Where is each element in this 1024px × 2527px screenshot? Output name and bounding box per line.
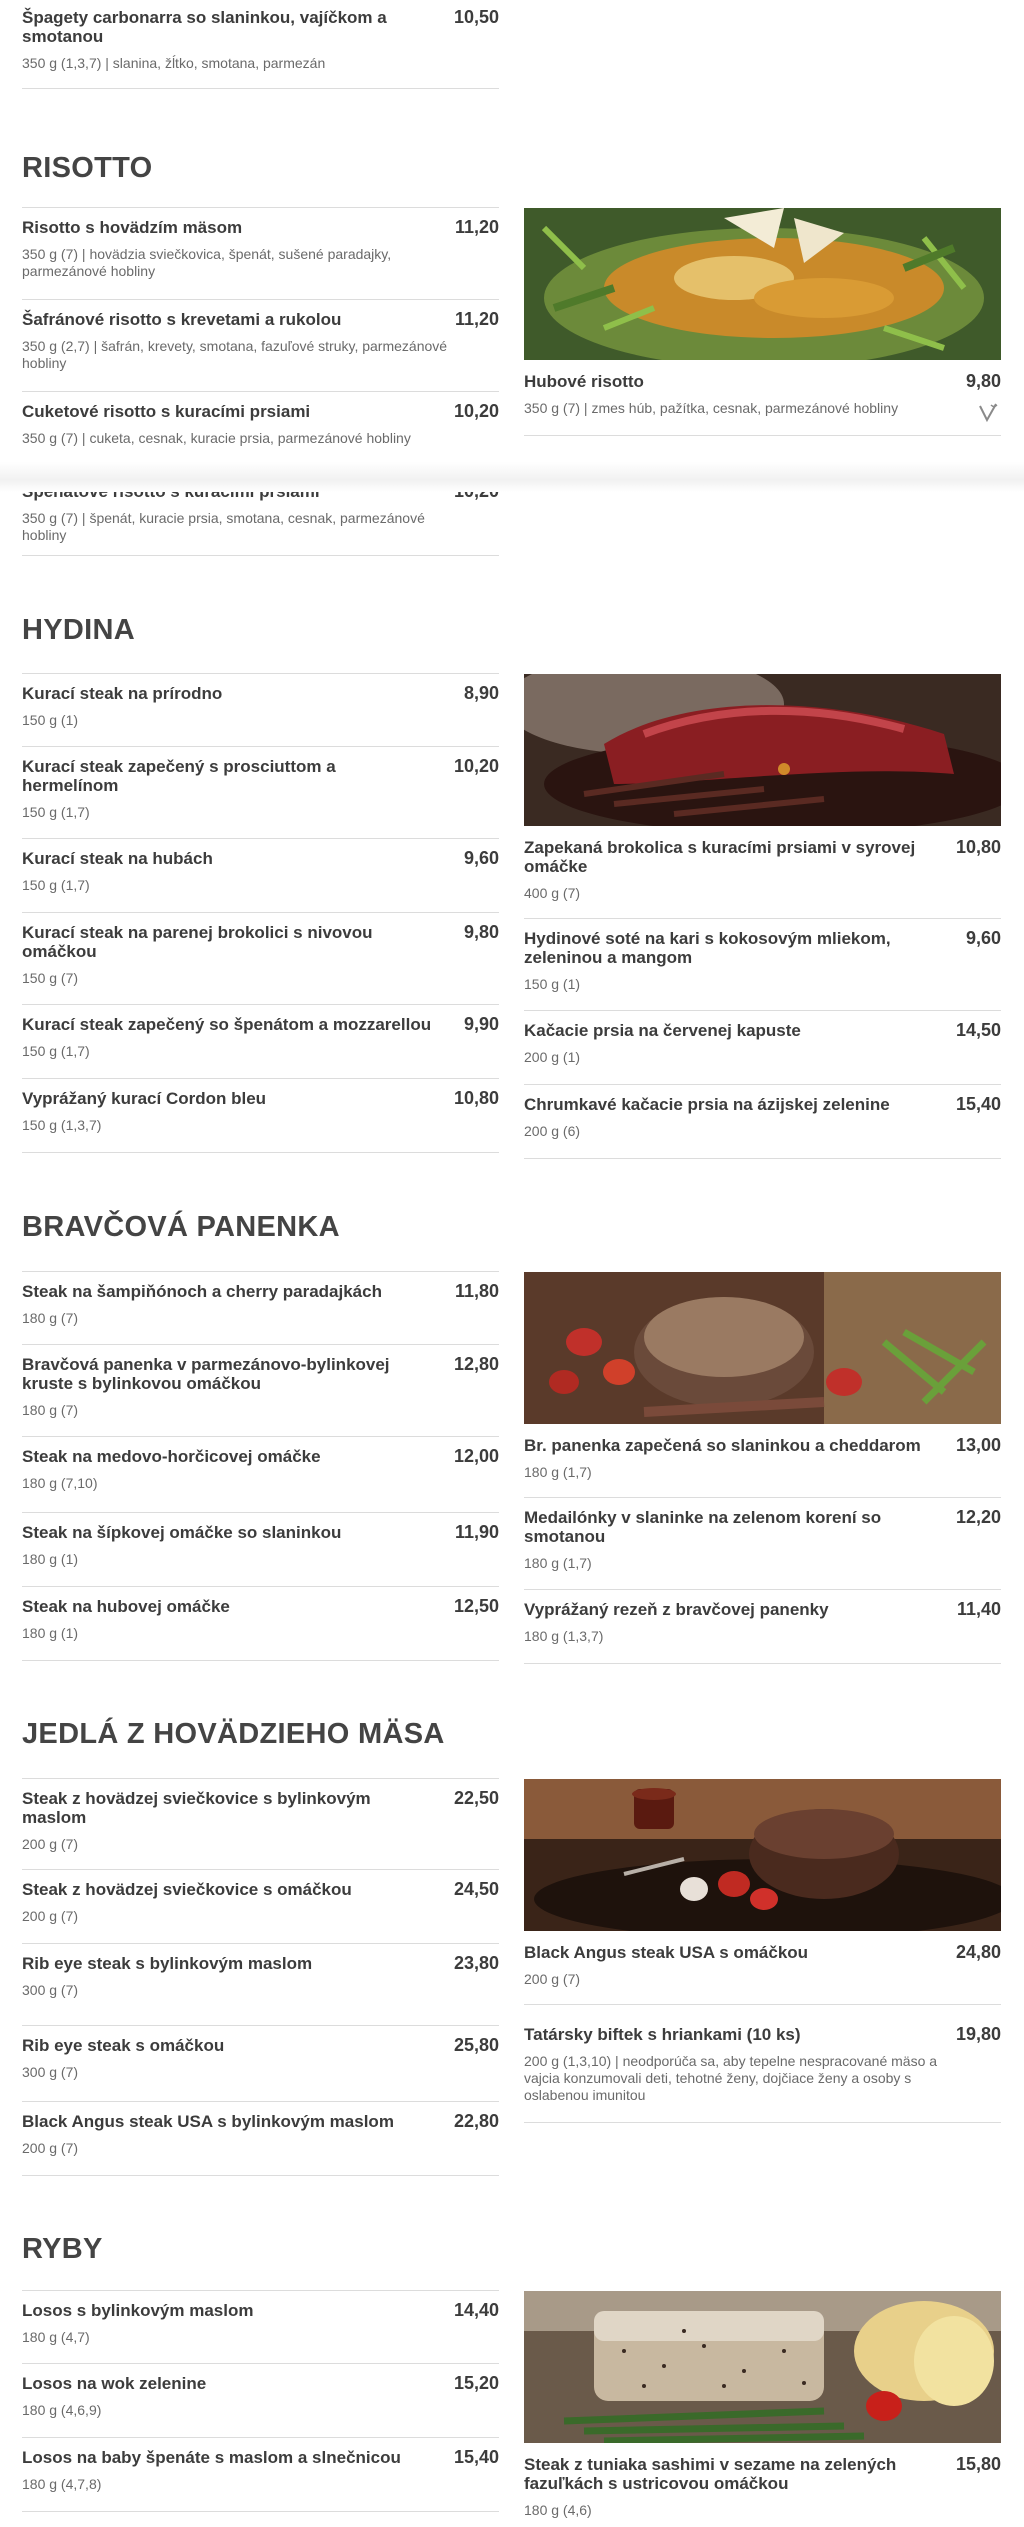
item-description: 150 g (7) (22, 970, 79, 986)
menu-item (22, 1587, 499, 1661)
item-description: 150 g (1) (22, 712, 79, 728)
item-price: 15,40 (955, 1094, 1001, 1114)
item-price: 22,80 (453, 2111, 499, 2131)
item-price: 12,20 (955, 1507, 1001, 1527)
menu-item (524, 919, 1001, 1011)
menu-item (22, 2290, 499, 2364)
item-name: Losos na wok zelenine (22, 2374, 207, 2393)
item-price: 12,00 (453, 1446, 499, 1466)
menu-item (524, 1011, 1001, 1085)
item-description: 180 g (4,6,9) (22, 2402, 102, 2418)
item-name: Black Angus steak USA s bylinkovým maslom (22, 2112, 394, 2131)
item-description: 350 g (2,7) | šafrán, krevety, smotana, fazuľové struky, parmezánové hobliny (22, 338, 448, 371)
item-description: 180 g (7) (22, 1402, 79, 1418)
item-price: 19,80 (955, 2024, 1001, 2044)
menu-item (524, 2443, 1001, 2527)
item-description: 350 g (7) | hovädzia sviečkovica, špenát, sušené paradajky, parmezánové hobliny (22, 246, 392, 279)
item-name: Black Angus steak USA s omáčkou (524, 1943, 809, 1962)
item-price: 13,00 (955, 1435, 1001, 1455)
item-description: 350 g (7) | zmes húb, pažítka, cesnak, parmezánové hobliny (524, 400, 899, 416)
section-title: RISOTTO (22, 152, 153, 184)
item-description: 180 g (4,7) (22, 2329, 90, 2345)
item-price: 24,80 (955, 1942, 1001, 1962)
menu-item (22, 2026, 499, 2102)
menu-item (524, 1590, 1001, 1664)
item-price: 24,50 (453, 1879, 499, 1899)
ryby-right-column (524, 2291, 1001, 2527)
item-description: 350 g (1,3,7) | slanina, žĺtko, smotana, parmezán (22, 55, 326, 71)
item-description: 180 g (1,7) (524, 1555, 592, 1571)
item-description: 400 g (7) (524, 885, 581, 901)
item-name: Risotto s hovädzím mäsom (22, 218, 243, 237)
item-description: 350 g (7) | cuketa, cesnak, kuracie prsia, parmezánové hobliny (22, 430, 411, 446)
item-name: Tatársky biftek s hriankami (10 ks) (524, 2025, 801, 2044)
bravcova-right-column (524, 1272, 1001, 1664)
risotto-photo-image (524, 208, 1001, 360)
item-name: Steak na medovo-horčicovej omáčke (22, 1447, 321, 1466)
hovadzie-right-column (524, 1779, 1001, 2123)
item-name: Kurací steak na hubách (22, 849, 213, 868)
item-description: 200 g (7) (524, 1971, 581, 1987)
item-name: Vyprážaný rezeň z bravčovej panenky (524, 1600, 829, 1619)
hydina-right-column (524, 674, 1001, 1159)
item-name: Steak z hovädzej sviečkovice s omáčkou (22, 1880, 352, 1899)
item-description: 300 g (7) (22, 2064, 79, 2080)
menu-item (524, 360, 1001, 436)
item-name: Cuketové risotto s kuracími prsiami (22, 402, 311, 421)
duck-dish-photo (524, 674, 1001, 826)
item-price: 9,80 (463, 922, 499, 942)
item-name: Steak na hubovej omáčke (22, 1597, 230, 1616)
menu-item (22, 747, 499, 839)
item-description: 180 g (4,7,8) (22, 2476, 102, 2492)
menu-item (22, 913, 499, 1005)
menu-item (22, 2438, 499, 2512)
item-name: Medailónky v slaninke na zelenom korení so smotanou (524, 1508, 882, 1546)
section-title: JEDLÁ Z HOVÄDZIEHO MÄSA (22, 1718, 445, 1750)
item-description: 150 g (1,7) (22, 1043, 90, 1059)
item-price: 14,50 (955, 1020, 1001, 1040)
item-name: Rib eye steak s bylinkovým maslom (22, 1954, 313, 1973)
menu-item (22, 1345, 499, 1437)
menu-item (22, 2102, 499, 2176)
item-price: 9,80 (965, 371, 1001, 391)
item-name: Hubové risotto (524, 372, 644, 391)
scroll-shadow-band (0, 462, 1024, 492)
item-price: 15,20 (453, 2373, 499, 2393)
item-name: Špagety carbonarra so slaninkou, vajíčkom a smotanou (22, 8, 387, 46)
pasta-left-column (22, 0, 499, 89)
item-description: 150 g (1,7) (22, 877, 90, 893)
item-name: Losos s bylinkovým maslom (22, 2301, 254, 2320)
item-price: 10,50 (453, 7, 499, 27)
item-price: 11,80 (454, 1281, 499, 1301)
pork-photo-image (524, 1272, 1001, 1424)
menu-item (524, 2005, 1001, 2123)
item-description: 180 g (1,3,7) (524, 1628, 604, 1644)
item-name: Kurací steak na parenej brokolici s nivovou omáčkou (22, 923, 373, 961)
item-name: Hydinové soté na kari s kokosovým mliekom, zeleninou a mangom (524, 929, 891, 967)
item-price: 10,80 (453, 1088, 499, 1108)
item-name: Kurací steak na prírodno (22, 684, 223, 703)
item-price: 11,90 (454, 1522, 499, 1542)
menu-item (22, 1005, 499, 1079)
menu-item (22, 1778, 499, 1870)
menu-item (22, 839, 499, 913)
item-description: 180 g (1,7) (524, 1464, 592, 1480)
pork-dish-photo (524, 1272, 1001, 1424)
menu-item (22, 207, 499, 300)
vegetarian-v-icon (977, 401, 999, 423)
menu-item (22, 1437, 499, 1513)
item-description: 180 g (7) (22, 1310, 79, 1326)
item-name: Šafránové risotto s krevetami a rukolou (22, 310, 342, 329)
menu-item (22, 300, 499, 392)
item-description: 150 g (1,7) (22, 804, 90, 820)
menu-item (22, 2364, 499, 2438)
item-name: Rib eye steak s omáčkou (22, 2036, 225, 2055)
item-name: Chrumkavé kačacie prsia na ázijskej zelenine (524, 1095, 890, 1114)
item-description: 150 g (1,3,7) (22, 1117, 102, 1133)
item-description: 300 g (7) (22, 1982, 79, 1998)
item-price: 10,80 (955, 837, 1001, 857)
menu-item (22, 1271, 499, 1345)
item-name: Zapekaná brokolica s kuracími prsiami v syrovej omáčke (524, 838, 916, 876)
hydina-left-column (22, 673, 499, 1153)
item-price: 11,20 (454, 217, 499, 237)
item-description: 200 g (7) (22, 2140, 79, 2156)
item-price: 15,80 (955, 2454, 1001, 2474)
item-name: Steak z tuniaka sashimi v sezame na zelených fazuľkách s ustricovou omáčkou (524, 2455, 897, 2493)
menu-item (524, 1085, 1001, 1159)
item-name: Steak na šampiňónoch a cherry paradajkách (22, 1282, 382, 1301)
menu-item (22, 1079, 499, 1153)
item-price: 12,50 (453, 1596, 499, 1616)
item-price: 9,60 (463, 848, 499, 868)
menu-item (524, 1498, 1001, 1590)
item-price: 10,20 (453, 756, 499, 776)
item-price: 11,20 (454, 309, 499, 329)
item-price: 23,80 (453, 1953, 499, 1973)
bravcova-left-column (22, 1271, 499, 1661)
tuna-dish-photo (524, 2291, 1001, 2443)
item-price: 8,90 (463, 683, 499, 703)
item-name: Steak z hovädzej sviečkovice s bylinkovým maslom (22, 1789, 371, 1827)
tuna-photo-image (524, 2291, 1001, 2443)
item-price: 22,50 (453, 1788, 499, 1808)
item-name: Kačacie prsia na červenej kapuste (524, 1021, 801, 1040)
item-name: Bravčová panenka v parmezánovo-bylinkovej kruste s bylinkovou omáčkou (22, 1355, 390, 1393)
item-description: 200 g (1) (524, 1049, 581, 1065)
section-title: HYDINA (22, 614, 135, 646)
item-price: 15,40 (453, 2447, 499, 2467)
menu-item (524, 826, 1001, 919)
menu-item (22, 1513, 499, 1587)
item-price: 14,40 (453, 2300, 499, 2320)
item-description: 180 g (7,10) (22, 1475, 98, 1491)
item-description: 150 g (1) (524, 976, 581, 992)
item-description: 200 g (6) (524, 1123, 581, 1139)
item-description: 200 g (7) (22, 1908, 79, 1924)
menu-item (22, 1944, 499, 2026)
item-name: Kurací steak zapečený s prosciuttom a hermelínom (22, 757, 336, 795)
item-price: 25,80 (453, 2035, 499, 2055)
menu-item (22, 392, 499, 468)
risotto-left-column (22, 207, 499, 556)
item-description: 180 g (1) (22, 1625, 79, 1641)
item-price: 11,40 (956, 1599, 1001, 1619)
beef-photo-image (524, 1779, 1001, 1931)
item-name: Br. panenka zapečená so slaninkou a cheddarom (524, 1436, 921, 1455)
item-name: Vyprážaný kurací Cordon bleu (22, 1089, 267, 1108)
item-name: Kurací steak zapečený so špenátom a mozzarellou (22, 1015, 432, 1034)
menu-item (524, 1931, 1001, 2005)
section-title: RYBY (22, 2233, 103, 2265)
item-price: 12,80 (453, 1354, 499, 1374)
item-description: 200 g (1,3,10) | neodporúča sa, aby tepelne nespracované mäso a vajcia konzumovali deti, tehotné ženy, dojčiace ženy a osoby s oslabenou imunitou (524, 2053, 938, 2103)
item-description: 200 g (7) (22, 1836, 79, 1852)
menu-item (524, 1424, 1001, 1498)
beef-dish-photo (524, 1779, 1001, 1931)
menu-item (22, 0, 499, 89)
item-description: 180 g (4,6) (524, 2502, 592, 2518)
item-price: 9,90 (463, 1014, 499, 1034)
item-price: 9,60 (965, 928, 1001, 948)
item-name: Steak na šípkovej omáčke so slaninkou (22, 1523, 342, 1542)
menu-item (22, 1870, 499, 1944)
item-price: 10,20 (453, 401, 499, 421)
hovadzie-left-column (22, 1778, 499, 2176)
risotto-dish-photo (524, 208, 1001, 360)
item-description: 180 g (1) (22, 1551, 79, 1567)
menu-item (22, 673, 499, 747)
section-title: BRAVČOVÁ PANENKA (22, 1211, 340, 1243)
risotto-right-column (524, 208, 1001, 436)
ryby-left-column (22, 2290, 499, 2512)
duck-photo-image (524, 674, 1001, 826)
item-description: 350 g (7) | špenát, kuracie prsia, smotana, cesnak, parmezánové hobliny (22, 510, 425, 543)
item-name: Losos na baby špenáte s maslom a slnečnicou (22, 2448, 401, 2467)
